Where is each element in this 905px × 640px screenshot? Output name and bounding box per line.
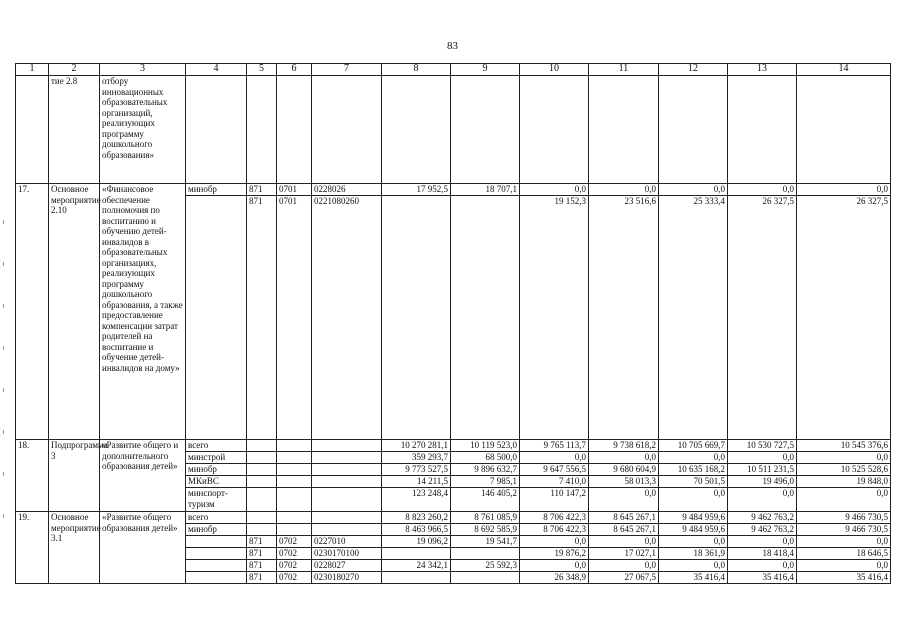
value-cell: 10 119 523,0 [451,440,520,452]
code-cell [312,488,382,512]
value-cell: 8 463 966,5 [382,524,451,536]
budget-table [15,63,891,584]
code-cell: 0702 [277,560,312,572]
cell [728,76,797,184]
code-cell [277,476,312,488]
cell [16,76,49,184]
header-cell: 3 [100,64,186,76]
value-cell: 26 327,5 [797,196,891,440]
value-cell: 10 635 168,2 [659,464,728,476]
value-cell: 9 484 959,6 [659,524,728,536]
value-cell: 25 592,3 [451,560,520,572]
value-cell: 19 848,0 [797,476,891,488]
value-cell: 9 462 763,2 [728,524,797,536]
measure-name-cell: «Финансовое обеспечение полномочия по воспитанию и обучению детей-инвалидов в образовательных организациях, реализующих программу дошкольного образования, а также предоставление компенсации затрат родителей на воспитание и обучение детей-инвалидов на дому» [100,184,186,440]
header-cell: 14 [797,64,891,76]
value-cell: 146 405,2 [451,488,520,512]
value-cell: 0,0 [589,560,659,572]
scan-margin-marks [3,220,7,580]
value-cell: 0,0 [728,452,797,464]
value-cell: 359 293,7 [382,452,451,464]
executor-cell: минобр [186,524,247,536]
value-cell: 0,0 [728,488,797,512]
code-cell: 871 [247,572,277,584]
value-cell: 24 342,1 [382,560,451,572]
value-cell: 9 765 113,7 [520,440,589,452]
value-cell: 0,0 [797,488,891,512]
cell [312,76,382,184]
code-cell [277,452,312,464]
code-cell: 871 [247,196,277,440]
code-cell [247,464,277,476]
cell [382,76,451,184]
value-cell: 0,0 [659,452,728,464]
value-cell [382,196,451,440]
code-cell [312,476,382,488]
header-cell: 9 [451,64,520,76]
executor-cell: всего [186,512,247,524]
value-cell: 23 516,6 [589,196,659,440]
value-cell: 9 466 730,5 [797,524,891,536]
executor-cell [186,572,247,584]
code-cell [277,488,312,512]
code-cell [277,440,312,452]
value-cell: 68 500,0 [451,452,520,464]
value-cell: 0,0 [589,488,659,512]
header-cell: 12 [659,64,728,76]
value-cell: 10 705 669,7 [659,440,728,452]
header-cell: 6 [277,64,312,76]
value-cell: 19 496,0 [728,476,797,488]
value-cell: 0,0 [659,184,728,196]
value-cell: 26 327,5 [728,196,797,440]
value-cell: 0,0 [659,560,728,572]
code-cell: 0221080260 [312,196,382,440]
executor-cell: минстрой [186,452,247,464]
table-row [16,184,891,196]
value-cell [451,572,520,584]
page-number: 83 [447,40,458,52]
value-cell: 7 985,1 [451,476,520,488]
code-cell: 0702 [277,572,312,584]
table-row [16,512,891,524]
value-cell: 9 773 527,5 [382,464,451,476]
cell [520,76,589,184]
code-cell [247,512,277,524]
measure-type-cell: Основное мероприятие 2.10 [49,184,100,440]
code-cell [312,512,382,524]
code-cell: 0701 [277,184,312,196]
value-cell: 0,0 [589,536,659,548]
value-cell: 35 416,4 [659,572,728,584]
header-cell: 11 [589,64,659,76]
value-cell [451,548,520,560]
code-cell [312,440,382,452]
value-cell: 0,0 [728,560,797,572]
code-cell: 0228026 [312,184,382,196]
value-cell: 70 501,5 [659,476,728,488]
code-cell: 0701 [277,196,312,440]
value-cell: 8 645 267,1 [589,524,659,536]
measure-type-cell: тие 2.8 [49,76,100,184]
value-cell: 9 738 618,2 [589,440,659,452]
executor-cell [186,536,247,548]
measure-name-cell: «Развитие общего образования детей» [100,512,186,584]
value-cell: 19 096,2 [382,536,451,548]
value-cell: 10 511 231,5 [728,464,797,476]
value-cell: 9 896 632,7 [451,464,520,476]
code-cell [312,452,382,464]
executor-cell [186,548,247,560]
header-cell: 2 [49,64,100,76]
measure-type-cell: Подпрограмма 3 [49,440,100,512]
value-cell: 0,0 [589,184,659,196]
value-cell: 18 418,4 [728,548,797,560]
header-cell: 7 [312,64,382,76]
value-cell [382,548,451,560]
value-cell [382,572,451,584]
executor-cell: всего [186,440,247,452]
value-cell: 19 876,2 [520,548,589,560]
cell [659,76,728,184]
measure-name-cell: «Развитие общего и дополнительного образования детей» [100,440,186,512]
value-cell: 9 647 556,5 [520,464,589,476]
value-cell: 10 270 281,1 [382,440,451,452]
value-cell: 10 525 528,6 [797,464,891,476]
measure-name-cell: отбору инновационных образовательных организаций, реализующих программу дошкольного образования» [100,76,186,184]
value-cell: 26 348,9 [520,572,589,584]
code-cell [312,524,382,536]
header-cell: 1 [16,64,49,76]
table-row [16,440,891,452]
code-cell: 0230170100 [312,548,382,560]
value-cell: 0,0 [520,452,589,464]
code-cell: 871 [247,548,277,560]
value-cell: 9 680 604,9 [589,464,659,476]
value-cell: 0,0 [797,536,891,548]
code-cell [247,452,277,464]
value-cell: 110 147,2 [520,488,589,512]
value-cell: 27 067,5 [589,572,659,584]
code-cell [277,512,312,524]
value-cell: 7 410,0 [520,476,589,488]
code-cell: 0230180270 [312,572,382,584]
value-cell: 0,0 [728,184,797,196]
code-cell: 0228027 [312,560,382,572]
value-cell: 25 333,4 [659,196,728,440]
code-cell [312,464,382,476]
code-cell: 0702 [277,548,312,560]
value-cell: 19 541,7 [451,536,520,548]
value-cell: 9 484 959,6 [659,512,728,524]
table-row [16,76,891,184]
executor-cell [186,196,247,440]
value-cell [451,196,520,440]
value-cell: 17 027,1 [589,548,659,560]
value-cell: 9 466 730,5 [797,512,891,524]
value-cell: 10 530 727,5 [728,440,797,452]
value-cell: 58 013,3 [589,476,659,488]
value-cell: 0,0 [728,536,797,548]
row-number-cell: 18. [16,440,49,512]
header-row [16,64,891,76]
value-cell: 8 761 085,9 [451,512,520,524]
row-number-cell: 19. [16,512,49,584]
value-cell: 14 211,5 [382,476,451,488]
value-cell: 0,0 [797,560,891,572]
value-cell: 0,0 [589,452,659,464]
value-cell: 123 248,4 [382,488,451,512]
value-cell: 0,0 [520,536,589,548]
value-cell: 35 416,4 [728,572,797,584]
cell [186,76,247,184]
header-cell: 8 [382,64,451,76]
value-cell: 8 692 585,9 [451,524,520,536]
executor-cell [186,560,247,572]
code-cell: 0227010 [312,536,382,548]
value-cell: 19 152,3 [520,196,589,440]
code-cell [247,524,277,536]
value-cell: 8 823 260,2 [382,512,451,524]
header-cell: 4 [186,64,247,76]
header-cell: 5 [247,64,277,76]
executor-cell: минспорт-туризм [186,488,247,512]
executor-cell: МКиВС [186,476,247,488]
header-cell: 10 [520,64,589,76]
executor-cell: минобр [186,464,247,476]
code-cell: 871 [247,536,277,548]
value-cell: 8 706 422,3 [520,524,589,536]
value-cell: 8 706 422,3 [520,512,589,524]
code-cell: 0702 [277,536,312,548]
value-cell: 17 952,5 [382,184,451,196]
value-cell: 8 645 267,1 [589,512,659,524]
value-cell: 10 545 376,6 [797,440,891,452]
cell [589,76,659,184]
code-cell: 871 [247,184,277,196]
code-cell [247,476,277,488]
value-cell: 0,0 [520,560,589,572]
header-cell: 13 [728,64,797,76]
value-cell: 0,0 [659,488,728,512]
code-cell [247,488,277,512]
code-cell [277,524,312,536]
value-cell: 18 361,9 [659,548,728,560]
value-cell: 0,0 [520,184,589,196]
cell [247,76,277,184]
value-cell: 9 462 763,2 [728,512,797,524]
value-cell: 18 646,5 [797,548,891,560]
code-cell [277,464,312,476]
value-cell: 35 416,4 [797,572,891,584]
value-cell: 0,0 [659,536,728,548]
value-cell: 0,0 [797,452,891,464]
row-number-cell: 17. [16,184,49,440]
executor-cell: минобр [186,184,247,196]
value-cell: 18 707,1 [451,184,520,196]
code-cell [247,440,277,452]
cell [277,76,312,184]
measure-type-cell: Основное мероприятие 3.1 [49,512,100,584]
cell [451,76,520,184]
code-cell: 871 [247,560,277,572]
value-cell: 0,0 [797,184,891,196]
cell [797,76,891,184]
